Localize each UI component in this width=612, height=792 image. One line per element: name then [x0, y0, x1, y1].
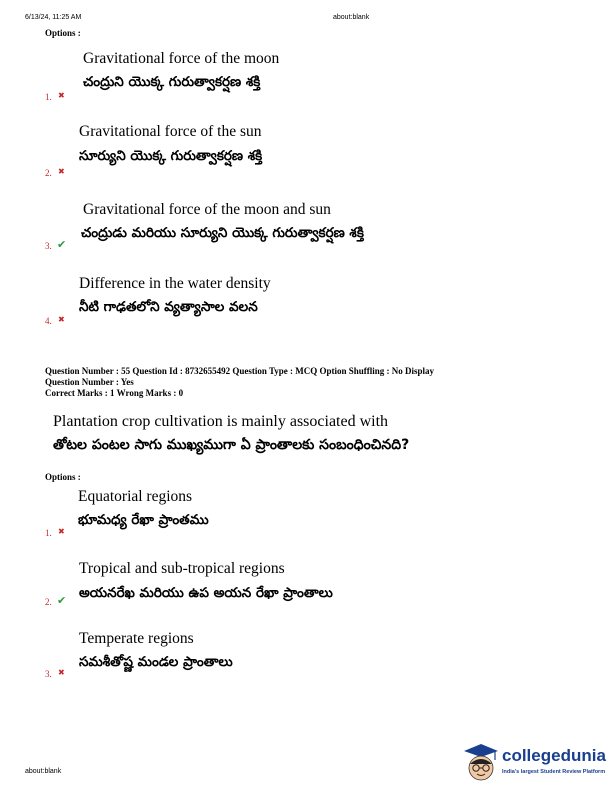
option-number: 3. [45, 669, 52, 679]
cross-icon: ✖ [58, 315, 65, 324]
footer-url: about:blank [25, 768, 62, 775]
option-text-te: సమశీతోష్ణ మండల ప్రాంతాలు [79, 654, 233, 670]
option-text-en: Equatorial regions [78, 488, 193, 505]
option-text-en: Gravitational force of the moon and sun [83, 201, 331, 218]
question-text-en: Plantation crop cultivation is mainly associated with [53, 413, 389, 430]
option-text-en: Gravitational force of the sun [79, 123, 262, 140]
option-text-te: అయనరేఖ మరియు ఉప అయన రేఖా ప్రాంతాలు [79, 585, 333, 601]
option-text-te: భూమధ్య రేఖా ప్రాంతము [78, 512, 209, 528]
question-meta-line: Question Number : Yes [45, 377, 134, 387]
question-meta-line: Correct Marks : 1 Wrong Marks : 0 [45, 388, 184, 398]
option-number: 2. [45, 597, 52, 607]
print-url: about:blank [333, 14, 370, 21]
question-text-te: తోటల పంటల సాగు ముఖ్యముగా ఏ ప్రాంతాలకు సంబంధించినది? [53, 437, 410, 453]
print-datetime: 6/13/24, 11:25 AM [25, 14, 82, 21]
options-label: Options : [45, 28, 81, 38]
cross-icon: ✖ [58, 167, 65, 176]
brand-logo [462, 742, 610, 788]
cross-icon: ✖ [58, 527, 65, 536]
option-text-te: చంద్రుడు మరియు సూర్యుని యొక్క గురుత్వాకర్షణ శక్తి [81, 225, 364, 241]
option-text-te: చంద్రుని యొక్క గురుత్వాకర్షణ శక్తి [83, 74, 261, 90]
option-number: 3. [45, 241, 52, 251]
option-number: 1. [45, 528, 52, 538]
cross-icon: ✖ [58, 91, 65, 100]
brand-name: collegedunia [502, 746, 606, 765]
cross-icon: ✖ [58, 668, 65, 677]
check-icon: ✔ [57, 238, 67, 251]
option-number: 1. [45, 92, 52, 102]
option-text-te: సూర్యుని యొక్క గురుత్వాకర్షణ శక్తి [79, 148, 263, 164]
question-meta-line: Question Number : 55 Question Id : 8732655492 Question Type : MCQ Option Shuffling : No Display [45, 366, 435, 376]
option-number: 2. [45, 168, 52, 178]
option-number: 4. [45, 316, 52, 326]
check-icon: ✔ [57, 594, 67, 607]
option-text-en: Gravitational force of the moon [83, 50, 280, 67]
options-label: Options : [45, 472, 81, 482]
mascot-icon [462, 742, 500, 786]
option-text-en: Tropical and sub-tropical regions [79, 560, 285, 577]
brand-tagline: India's largest Student Review Platform [502, 769, 606, 775]
option-text-te: నీటి గాఢతలోని వ్యత్యాసాల వలన [79, 299, 258, 315]
question-meta [45, 366, 434, 399]
option-text-en: Temperate regions [79, 630, 194, 647]
option-text-en: Difference in the water density [79, 275, 271, 292]
